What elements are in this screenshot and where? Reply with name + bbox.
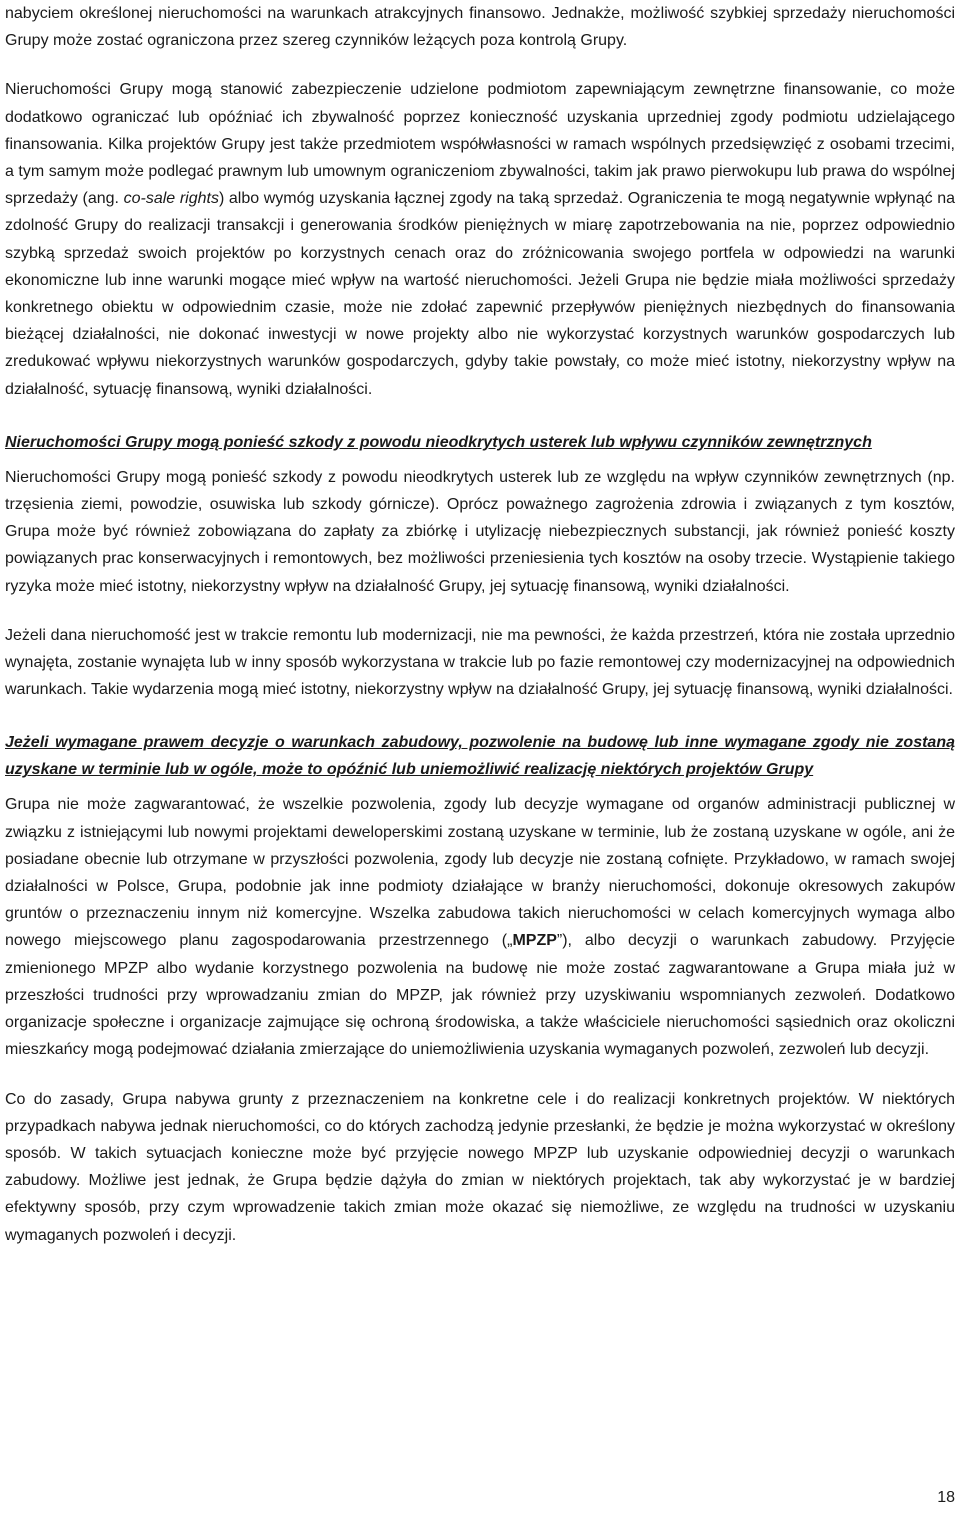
bold-term: MPZP — [512, 932, 557, 950]
paragraph-continuation: nabyciem określonej nieruchomości na warunkach atrakcyjnych finansowo. Jednakże, możliwość szybkiej sprzedaży nieruchomości Grupy może zostać ograniczona przez szereg czynników leżących poza kontrolą Grupy. — [5, 5, 955, 50]
paragraph-text: ”), albo decyzji o warunkach zabudowy. Przyjęcie zmienionego MPZP albo wydanie korzystnego pozwolenia na budowę nie może zostać zagwarantowane a Grupa miała już w przeszłości trudności przy wprowadzaniu zmian do MPZP, jak również przy uzyskiwaniu wspomnianych zezwoleń. Dodatkowo organizacje społeczne i organizacje zajmujące się ochroną środowiska, a także właściciele nieruchomości sąsiednich oraz okoliczni mieszkańcy mogą podejmować działania zmierzające do uniemożliwienia uzyskania wymaganych pozwoleń, zezwoleń lub decyzji. — [5, 932, 956, 1059]
italic-term: co-sale rights — [123, 190, 219, 208]
paragraph-collateral-restrictions — [5, 76, 955, 402]
paragraph-text: ) albo wymóg uzyskania łącznej zgody na taką sprzedaż. Ograniczenia te mogą negatywnie wpłynąć na zdolność Grupy do realizacji transakcji i generowania środków pieniężnych w miarę zapotrzebowania na nie, poprzez odpowiednio szybką sprzedaż swoich projektów po korzystnych cenach oraz do zróżnicowania swojego portfela w odpowiedzi na warunki ekonomiczne lub inne warunki mogące mieć wpływ na wartość nieruchomości. Jeżeli Grupa nie będzie miała możliwości sprzedaży konkretnego obiektu w odpowiednim czasie, może nie zdołać zapewnić przepływów pieniężnych niezbędnych do finansowania bieżącej działalności, nie dokonać inwestycji w nowe projekty albo nie wykorzystać korzystnych warunków gospodarczych lub zredukować wpływu niekorzystnych warunków gospodarczych, gdyby takie powstały, co może mieć istotny, niekorzystny wpływ na działalność, sytuację finansową, wyniki działalności. — [5, 190, 956, 398]
paragraph-permits — [5, 791, 955, 1063]
document-page — [5, 0, 955, 1249]
paragraph-damages: Nieruchomości Grupy mogą ponieść szkody z powodu nieodkrytych usterek lub ze względu na wpływ czynników zewnętrznych (np. trzęsienia ziemi, powodzie, osuwiska lub szkody górnicze). Oprócz poważnego zagrożenia zdrowia i związanych z tym kosztów, Grupa może być również zobowiązana do zapłaty za zbiórkę i utylizację niebezpiecznych substancji, jak również ponieść koszty powiązanych prac konserwacyjnych i remontowych, bez możliwości przeniesienia tych kosztów na osoby trzecie. Wystąpienie takiego ryzyka może mieć istotny, niekorzystny wpływ na działalność Grupy, jej sytuację finansową, wyniki działalności. — [5, 468, 955, 595]
paragraph-land-purchase: Co do zasady, Grupa nabywa grunty z przeznaczeniem na konkretne cele i do realizacji konkretnych projektów. W niektórych przypadkach nabywa jednak nieruchomości, co do których zachodzą jedynie przesłanki, że będzie je można wykorzystać w określony sposób. W takich sytuacjach konieczne może być przyjęcie nowego MPZP lub uzyskanie odpowiedniej decyzji o warunkach zabudowy. Możliwe jest jednak, że Grupa będzie dążyła do zmian w niektórych projektach, tak aby wykorzystać je w bardziej efektywny sposób, przy czym wprowadzenie takich zmian może okazać się niemożliwe, ze względu na trudności w uzyskaniu wymaganych pozwoleń i decyzji. — [5, 1090, 955, 1244]
paragraph-text: Nieruchomości Grupy mogą stanowić zabezpieczenie udzielone podmiotom zapewniającym zewnętrzne finansowanie, co może dodatkowo ograniczać lub opóźniać ich zbywalność poprzez konieczność uzyskania uprzedniej zgody podmiotu udzielającego finansowania. Kilka projektów Grupy jest także przedmiotem współwłasności w ramach wspólnych przedsięwzięć z osobami trzecimi, a tym samym może podlegać prawnym lub umownym ograniczeniom zbywalności, takim jak prawo pierwokupu lub prawa do wspólnej sprzedaży (ang. — [5, 81, 955, 208]
paragraph-text: Grupa nie może zagwarantować, że wszelkie pozwolenia, zgody lub decyzje wymagane od organów administracji publicznej w związku z istniejącymi lub nowymi projektami deweloperskimi zostaną uzyskane w terminie, lub że zostaną uzyskane w ogóle, ani że posiadane obecnie lub otrzymane w przyszłości pozwolenia, zgody lub decyzje nie zostaną cofnięte. Przykładowo, w ramach swojej działalności w Polsce, Grupa, podobnie jak inne podmioty działające w branży nieruchomości, dokonuje okresowych zakupów gruntów o przeznaczeniu innym niż komercyjne. Wszelka zabudowa takich nieruchomości w celach komercyjnych wymaga albo nowego miejscowego planu zagospodarowania przestrzennego („ — [5, 796, 955, 950]
section-heading-damages: Nieruchomości Grupy mogą ponieść szkody z powodu nieodkrytych usterek lub wpływu czynników zewnętrznych — [5, 433, 872, 451]
section-heading-permits: Jeżeli wymagane prawem decyzje o warunkach zabudowy, pozwolenie na budowę lub inne wymagane zgody nie zostaną uzyskane w terminie lub w ogóle, może to opóźnić lub uniemożliwić realizację niektórych projektów Grupy — [5, 734, 955, 779]
page-number: 18 — [937, 1489, 955, 1506]
paragraph-renovation: Jeżeli dana nieruchomość jest w trakcie remontu lub modernizacji, nie ma pewności, że każda przestrzeń, która nie została uprzednio wynajęta, zostanie wynajęta lub w inny sposób wykorzystana w trakcie lub po fazie remontowej czy modernizacyjnej na odpowiednich warunkach. Takie wydarzenia mogą mieć istotny, niekorzystny wpływ na działalność Grupy, jej sytuację finansową, wyniki działalności. — [5, 626, 955, 699]
